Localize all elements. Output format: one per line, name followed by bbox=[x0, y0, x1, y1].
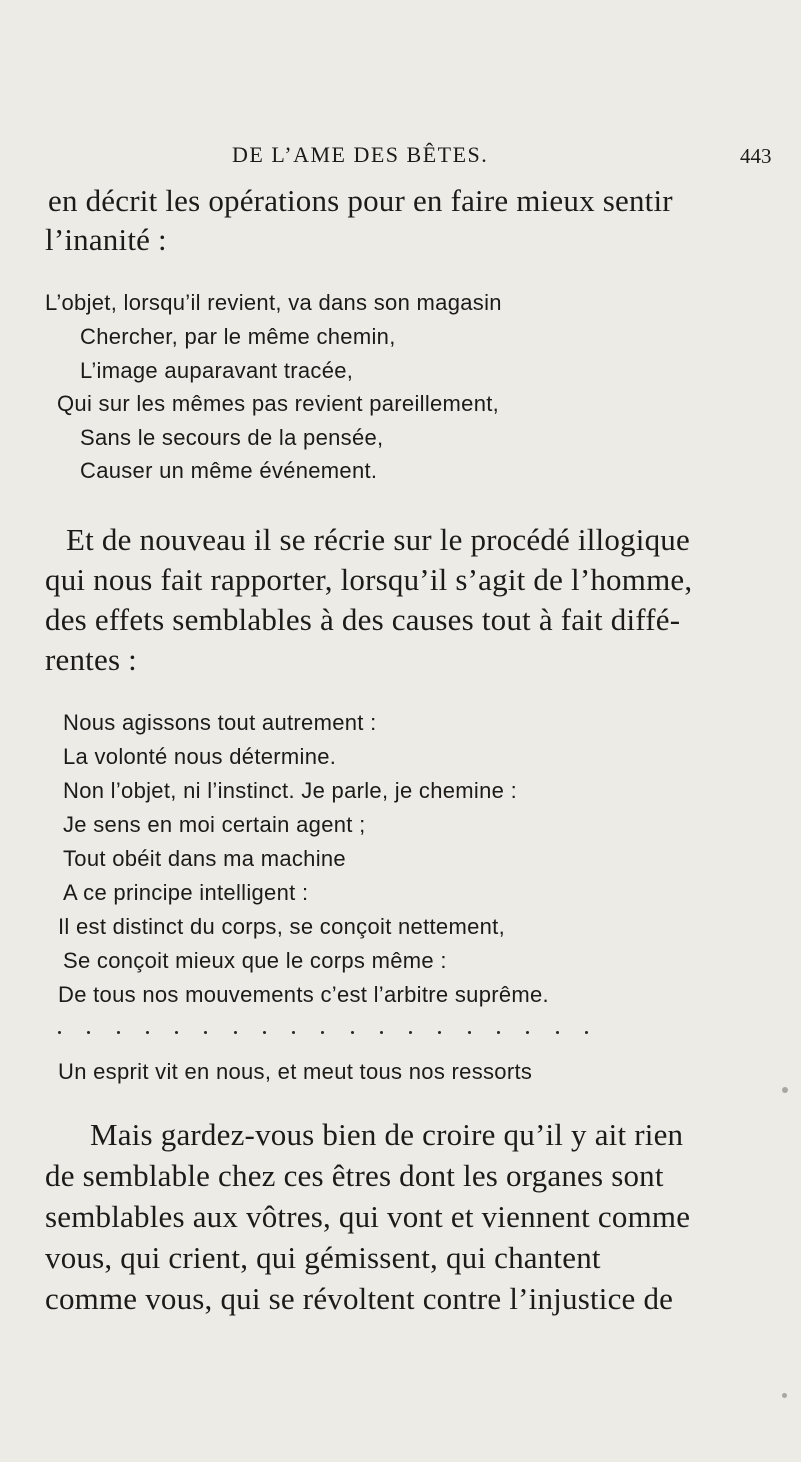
verse-line: L’objet, lorsqu’il revient, va dans son magasin bbox=[45, 290, 502, 315]
prose-line: Et de nouveau il se récrie sur le procédé illogique bbox=[66, 522, 690, 557]
running-title: DE L’AME DES BÊTES. bbox=[232, 142, 489, 167]
dot bbox=[292, 1031, 295, 1034]
prose-line: semblables aux vôtres, qui vont et viennent comme bbox=[45, 1199, 691, 1234]
prose-line: comme vous, qui se révoltent contre l’injustice de bbox=[45, 1281, 674, 1316]
verse-line: Qui sur les mêmes pas revient pareillement, bbox=[57, 391, 500, 416]
dot bbox=[585, 1031, 588, 1034]
verse-line: Je sens en moi certain agent ; bbox=[63, 812, 366, 837]
dot bbox=[556, 1031, 559, 1034]
dot bbox=[58, 1031, 61, 1034]
prose-line: en décrit les opérations pour en faire mieux sentir bbox=[48, 183, 673, 218]
verse-line: Un esprit vit en nous, et meut tous nos ressorts bbox=[58, 1059, 533, 1084]
verse-line: Tout obéit dans ma machine bbox=[63, 846, 346, 871]
dot bbox=[497, 1031, 500, 1034]
verse-line: A ce principe intelligent : bbox=[63, 880, 309, 905]
page-number: 443 bbox=[740, 144, 772, 168]
dot bbox=[204, 1031, 207, 1034]
dot bbox=[409, 1031, 412, 1034]
running-head bbox=[0, 142, 801, 172]
dot bbox=[234, 1031, 237, 1034]
dot bbox=[321, 1031, 324, 1034]
omission-dots bbox=[58, 1028, 588, 1036]
dot bbox=[263, 1031, 266, 1034]
verse-line: Causer un même événement. bbox=[80, 458, 378, 483]
dot bbox=[380, 1031, 383, 1034]
prose-line: des effets semblables à des causes tout à fait diffé- bbox=[45, 602, 681, 637]
verse-line: L’image auparavant tracée, bbox=[80, 358, 354, 383]
verse-line: La volonté nous détermine. bbox=[63, 744, 337, 769]
dot bbox=[438, 1031, 441, 1034]
verse-line: Non l’objet, ni l’instinct. Je parle, je chemine : bbox=[63, 778, 517, 803]
dot bbox=[175, 1031, 178, 1034]
verse-line: Nous agissons tout autrement : bbox=[63, 710, 377, 735]
prose-line: l’inanité : bbox=[45, 222, 167, 257]
verse-line: De tous nos mouvements c’est l’arbitre suprême. bbox=[58, 982, 549, 1007]
prose-line: vous, qui crient, qui gémissent, qui chantent bbox=[45, 1240, 601, 1275]
prose-line: Mais gardez-vous bien de croire qu’il y ait rien bbox=[90, 1117, 684, 1152]
verse-line: Chercher, par le même chemin, bbox=[80, 324, 396, 349]
verse-line: Il est distinct du corps, se conçoit nettement, bbox=[58, 914, 505, 939]
speck bbox=[782, 1087, 788, 1093]
prose-line: de semblable chez ces êtres dont les organes sont bbox=[45, 1158, 664, 1193]
dot bbox=[87, 1031, 90, 1034]
dot bbox=[351, 1031, 354, 1034]
dot bbox=[146, 1031, 149, 1034]
prose-line: qui nous fait rapporter, lorsqu’il s’agit de l’homme, bbox=[45, 562, 693, 597]
dot bbox=[468, 1031, 471, 1034]
dot bbox=[526, 1031, 529, 1034]
dot bbox=[117, 1031, 120, 1034]
verse-line: Sans le secours de la pensée, bbox=[80, 425, 384, 450]
verse-line: Se conçoit mieux que le corps même : bbox=[63, 948, 447, 973]
prose-line: rentes : bbox=[45, 642, 137, 677]
speck bbox=[782, 1393, 787, 1398]
